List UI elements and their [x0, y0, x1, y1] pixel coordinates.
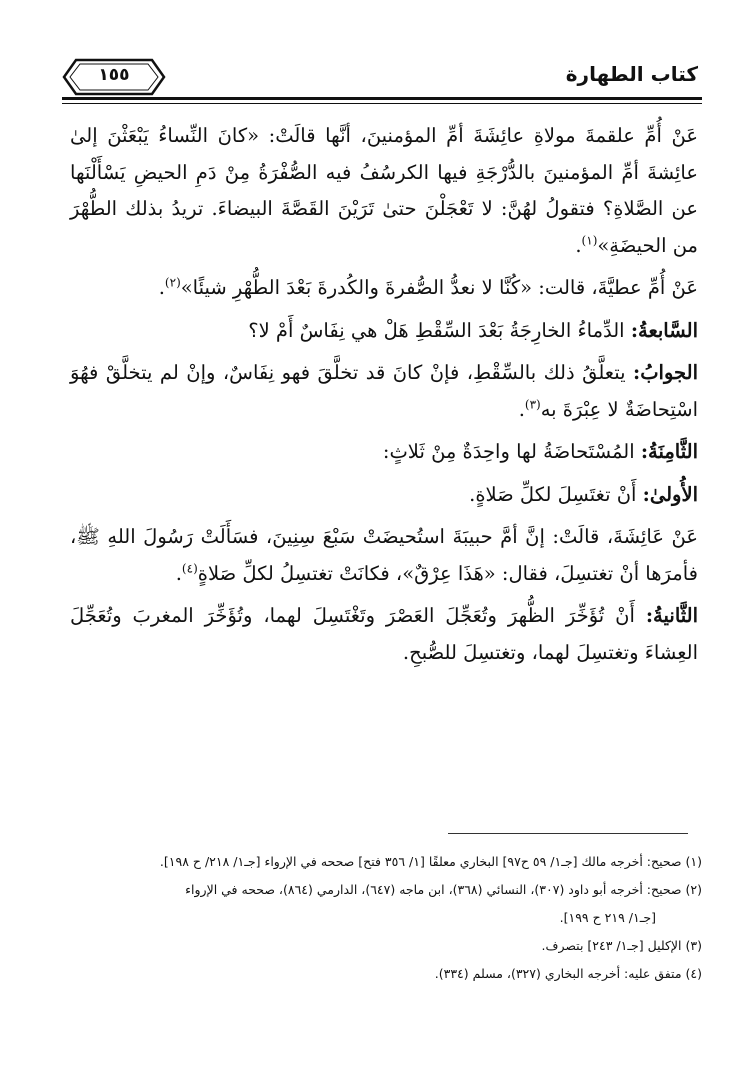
paragraph-text: أَنْ تغتَسِلَ لكلِّ صَلاةٍ.	[469, 482, 637, 506]
footnote: (٣) الإكليل [جـ١/ ٢٤٣] بتصرف.	[541, 938, 702, 953]
footnotes	[62, 848, 702, 988]
paragraph-text: عَنْ أُمِّ عطيَّةَ، قالت: «كُنَّا لا نعدُّ الصُّفرةَ والكُدرةَ بَعْدَ الطُّهْرِ شيئًا»	[180, 276, 698, 299]
paragraph	[70, 313, 698, 350]
paragraph-text: الدِّماءُ الخارِجَةُ بَعْدَ السِّقْطِ هَلْ هي نِفَاسٌ أَمْ لا؟	[248, 318, 625, 342]
page-number: ١٥٥	[98, 65, 130, 85]
book-title: كتاب الطهارة	[565, 62, 698, 86]
paragraph: عَنْ أُمِّ علقمةَ مولاةِ عائِشَةَ أمِّ المؤمنينَ، أنَّها قالَتْ: «كانَ النِّساءُ يَبْعَثْنَ إلىٰ عائِشةَ أمِّ المؤمنينَ بالدُّرْجَةِ فيها الكرسُفُ فيه الصُّفْرَةُ مِنْ دَمِ الحيضِ يَسْأَلْنَها عن الصَّلاةِ؟ فتقولُ لهُنَّ: لا تَعْجَلْنَ حتىٰ تَرَيْنَ القَصَّةَ البيضاءَ. تريدُ بذلك الطُّهْرَ من الحيضَةِ»$^{(١)}$.	[70, 124, 698, 257]
footnote-ref: (٢)	[164, 275, 181, 290]
paragraph	[70, 434, 698, 471]
footnote-ref: (٤)	[181, 561, 198, 575]
section-label: الثَّامِنَةُ:	[640, 440, 698, 463]
main-text	[70, 118, 698, 677]
paragraph-text: عَنْ عَائِشَةَ، قالَتْ: إنَّ أمَّ حبيبَةَ استُحيضَتْ سَبْعَ سِنِينَ، فسَأَلَتْ رَسُولَ اللهِ ﷺ، فأمرَها أنْ تغتسِلَ، فقال: «هَذَا عِرْقٌ»، فكانَتْ تغتسِلُ لكلِّ صَلاةٍ	[70, 525, 698, 585]
paragraph-text: يتعلَّقُ ذلك بالسِّقْطِ، فإنْ كانَ قد تخلَّقَ فهو نِفَاسٌ، وإنْ لم يتخلَّقْ فهُوَ اسْتِحاضَةٌ لا عِبْرَةَ به	[70, 361, 698, 421]
header-rule-thin	[62, 103, 702, 104]
footnote: (١) صحيح: أخرجه مالك [جـ١/ ٥٩ ح٩٧] البخاري معلقًا [١/ ٣٥٦ فتح] صححه في الإرواء [جـ١/ ٢١٨/ ح ١٩٨].	[159, 854, 702, 869]
paragraph: الجوابُ: يتعلَّقُ ذلك بالسِّقْطِ، فإنْ كانَ قد تخلَّقَ فهو نِفَاسٌ، وإنْ لم يتخلَّقْ فهُوَ اسْتِحاضَةٌ لا عِبْرَةَ به$^{(٣)}$.	[70, 361, 698, 421]
footnote-separator	[448, 833, 688, 834]
footnote-ref: (٣)	[524, 397, 541, 411]
section-label: الثَّانيةُ:	[645, 604, 699, 627]
footnote: (٢) صحيح: أخرجه أبو داود (٣٠٧)، النسائي (٣٦٨)، ابن ماجه (٦٤٧)، الدارمي (٨٦٤)، صححه في الإرواء	[185, 882, 702, 897]
footnote-ref: (١)	[581, 233, 598, 247]
paragraph: عَنْ أُمِّ عطيَّةَ، قالت: «كُنَّا لا نعدُّ الصُّفرةَ والكُدرةَ بَعْدَ الطُّهْرِ شيئًا»$^{(٢)}$.	[158, 275, 698, 299]
page-number-badge	[62, 58, 166, 96]
paragraph	[70, 477, 698, 514]
footnote: (٤) متفق عليه: أخرجه البخاري (٣٢٧)، مسلم (٣٣٤).	[434, 966, 702, 981]
footnote-continuation: [جـ١/ ٢١٩ ح ١٩٩].	[559, 910, 656, 925]
section-label: الأُولىٰ:	[642, 482, 698, 506]
paragraph-text: عَنْ أُمِّ علقمةَ مولاةِ عائِشَةَ أمِّ المؤمنينَ، أنَّها قالَتْ: «كانَ النِّساءُ يَبْعَثْنَ إلىٰ عائِشةَ أمِّ المؤمنينَ بالدُّرْجَةِ فيها الكرسُفُ فيه الصُّفْرَةُ مِنْ دَمِ الحيضِ يَسْأَلْنَها عن الصَّلاةِ؟ فتقولُ لهُنَّ: لا تَعْجَلْنَ حتىٰ تَرَيْنَ القَصَّةَ البيضاءَ. تريدُ بذلك الطُّهْرَ من الحيضَةِ»	[70, 124, 698, 257]
paragraph-text: أَنْ تُؤَخِّرَ الظُّهرَ وتُعَجِّلَ العَصْرَ وتَغْتَسِلَ لهما، وتُؤَخِّرَ المغربَ وتُعَجِّلَ العِشاءَ وتغتسِلَ لهما، وتغتسِلَ للصُّبحِ.	[70, 604, 698, 664]
section-label: السَّابعةُ:	[630, 318, 698, 342]
paragraph	[70, 598, 698, 671]
paragraph: عَنْ عَائِشَةَ، قالَتْ: إنَّ أمَّ حبيبَةَ استُحيضَتْ سَبْعَ سِنِينَ، فسَأَلَتْ رَسُولَ اللهِ ﷺ، فأمرَها أنْ تغتسِلَ، فقال: «هَذَا عِرْقٌ»، فكانَتْ تغتسِلُ لكلِّ صَلاةٍ$^{(٤)}$.	[70, 525, 698, 585]
paragraph-text: المُسْتَحاضَةُ لها واحِدَةٌ مِنْ ثَلاثٍ:	[382, 440, 635, 463]
header-rule-thick	[62, 97, 702, 100]
section-label: الجوابُ:	[633, 361, 698, 384]
page-header	[0, 0, 736, 110]
